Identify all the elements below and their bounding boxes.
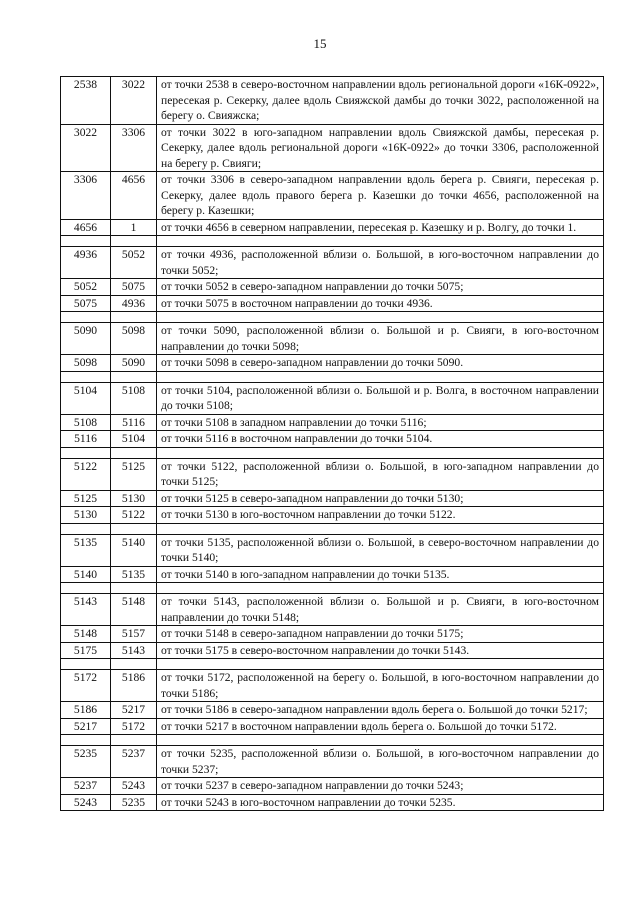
description-cell: от точки 5125 в северо-западном направлении до точки 5130; — [157, 490, 604, 507]
description-cell: от точки 5175 в северо-восточном направлении до точки 5143. — [157, 642, 604, 659]
separator-cell — [157, 523, 604, 534]
to-point-cell: 5143 — [111, 642, 157, 659]
separator-row — [61, 583, 604, 594]
from-point-cell: 3306 — [61, 172, 111, 220]
table-row — [61, 794, 604, 811]
separator-cell — [111, 312, 157, 323]
description-cell: от точки 5143, расположенной вблизи о. Большой и р. Свияги, в юго-восточном направлении до точки 5148; — [157, 594, 604, 626]
description-cell: от точки 5090, расположенной вблизи о. Большой и р. Свияги, в юго-восточном направлении до точки 5098; — [157, 323, 604, 355]
table-row — [61, 566, 604, 583]
to-point-cell: 5235 — [111, 794, 157, 811]
to-point-cell: 3306 — [111, 124, 157, 172]
separator-cell — [111, 236, 157, 247]
description-cell: от точки 3306 в северо-западном направлении вдоль берега р. Свияги, пересекая р. Секерку, далее вдоль правого берега р. Казешки до точки 4656, расположенной на берегу р. Казешки; — [157, 172, 604, 220]
to-point-cell: 5075 — [111, 279, 157, 296]
table-row — [61, 382, 604, 414]
from-point-cell: 5130 — [61, 507, 111, 524]
separator-cell — [157, 371, 604, 382]
table-row — [61, 507, 604, 524]
description-cell: от точки 5098 в северо-западном направлении до точки 5090. — [157, 355, 604, 372]
table-row — [61, 323, 604, 355]
table-row — [61, 718, 604, 735]
separator-row — [61, 523, 604, 534]
table-row — [61, 355, 604, 372]
separator-cell — [61, 659, 111, 670]
table-row — [61, 414, 604, 431]
to-point-cell: 5140 — [111, 534, 157, 566]
separator-cell — [157, 447, 604, 458]
table-row — [61, 626, 604, 643]
description-cell: от точки 4936, расположенной вблизи о. Большой, в юго-восточном направлении до точки 5052; — [157, 247, 604, 279]
table-row — [61, 594, 604, 626]
table-row — [61, 124, 604, 172]
description-cell: от точки 5217 в восточном направлении вдоль берега о. Большой до точки 5172. — [157, 718, 604, 735]
from-point-cell: 5186 — [61, 702, 111, 719]
to-point-cell: 5125 — [111, 458, 157, 490]
description-cell: от точки 5186 в северо-западном направлении вдоль берега о. Большой до точки 5217; — [157, 702, 604, 719]
description-cell: от точки 2538 в северо-восточном направлении вдоль региональной дороги «16К-0922», пересекая р. Секерку, далее вдоль Свияжской дамбы до точки 3022, расположенной на берегу о. Свияжска; — [157, 77, 604, 125]
from-point-cell: 5148 — [61, 626, 111, 643]
separator-row — [61, 371, 604, 382]
description-cell: от точки 3022 в юго-западном направлении вдоль Свияжской дамбы, пересекая р. Секерку, далее вдоль региональной дороги «16К-0922» до точки 3306, расположенной на берегу р. Свияги; — [157, 124, 604, 172]
description-cell: от точки 5075 в восточном направлении до точки 4936. — [157, 295, 604, 312]
to-point-cell: 5135 — [111, 566, 157, 583]
separator-row — [61, 447, 604, 458]
to-point-cell: 3022 — [111, 77, 157, 125]
table-row — [61, 295, 604, 312]
from-point-cell: 5098 — [61, 355, 111, 372]
separator-row — [61, 735, 604, 746]
to-point-cell: 5090 — [111, 355, 157, 372]
to-point-cell: 4656 — [111, 172, 157, 220]
to-point-cell: 5104 — [111, 431, 157, 448]
from-point-cell: 5237 — [61, 778, 111, 795]
table-row — [61, 670, 604, 702]
table-row — [61, 642, 604, 659]
separator-cell — [157, 659, 604, 670]
table-row — [61, 490, 604, 507]
description-cell: от точки 5052 в северо-западном направлении до точки 5075; — [157, 279, 604, 296]
separator-cell — [61, 735, 111, 746]
from-point-cell: 5122 — [61, 458, 111, 490]
description-cell: от точки 5140 в юго-западном направлении до точки 5135. — [157, 566, 604, 583]
table-row — [61, 746, 604, 778]
separator-cell — [111, 523, 157, 534]
description-cell: от точки 5108 в западном направлении до точки 5116; — [157, 414, 604, 431]
table-row — [61, 77, 604, 125]
to-point-cell: 5243 — [111, 778, 157, 795]
to-point-cell: 5217 — [111, 702, 157, 719]
description-cell: от точки 5122, расположенной вблизи о. Большой, в юго-западном направлении до точки 5125; — [157, 458, 604, 490]
from-point-cell: 5090 — [61, 323, 111, 355]
description-cell: от точки 5243 в юго-восточном направлении до точки 5235. — [157, 794, 604, 811]
from-point-cell: 5052 — [61, 279, 111, 296]
table-row — [61, 458, 604, 490]
separator-cell — [157, 236, 604, 247]
separator-cell — [111, 659, 157, 670]
table-row — [61, 247, 604, 279]
to-point-cell: 5157 — [111, 626, 157, 643]
separator-row — [61, 312, 604, 323]
description-cell: от точки 5235, расположенной вблизи о. Большой, в юго-восточном направлении до точки 5237; — [157, 746, 604, 778]
from-point-cell: 3022 — [61, 124, 111, 172]
separator-cell — [61, 312, 111, 323]
to-point-cell: 5237 — [111, 746, 157, 778]
table-row — [61, 778, 604, 795]
description-cell: от точки 5148 в северо-западном направлении до точки 5175; — [157, 626, 604, 643]
separator-row — [61, 659, 604, 670]
to-point-cell: 5116 — [111, 414, 157, 431]
description-cell: от точки 5130 в юго-восточном направлении до точки 5122. — [157, 507, 604, 524]
separator-cell — [157, 583, 604, 594]
description-cell: от точки 5135, расположенной вблизи о. Большой, в северо-восточном направлении до точки 5140; — [157, 534, 604, 566]
from-point-cell: 5135 — [61, 534, 111, 566]
table-row — [61, 431, 604, 448]
separator-cell — [61, 583, 111, 594]
description-cell: от точки 5104, расположенной вблизи о. Большой и р. Волга, в восточном направлении до точки 5108; — [157, 382, 604, 414]
from-point-cell: 4936 — [61, 247, 111, 279]
from-point-cell: 5116 — [61, 431, 111, 448]
boundary-points-table — [60, 76, 604, 811]
from-point-cell: 5075 — [61, 295, 111, 312]
from-point-cell: 5143 — [61, 594, 111, 626]
to-point-cell: 5186 — [111, 670, 157, 702]
separator-cell — [61, 236, 111, 247]
from-point-cell: 5175 — [61, 642, 111, 659]
from-point-cell: 5140 — [61, 566, 111, 583]
description-cell: от точки 5172, расположенной на берегу о. Большой, в юго-восточном направлении до точки 5186; — [157, 670, 604, 702]
table-row — [61, 172, 604, 220]
to-point-cell: 5148 — [111, 594, 157, 626]
separator-cell — [111, 583, 157, 594]
table-row — [61, 279, 604, 296]
separator-cell — [61, 371, 111, 382]
from-point-cell: 5217 — [61, 718, 111, 735]
to-point-cell: 5172 — [111, 718, 157, 735]
separator-cell — [157, 735, 604, 746]
separator-cell — [111, 735, 157, 746]
to-point-cell: 5108 — [111, 382, 157, 414]
description-cell: от точки 4656 в северном направлении, пересекая р. Казешку и р. Волгу, до точки 1. — [157, 219, 604, 236]
description-cell: от точки 5116 в восточном направлении до точки 5104. — [157, 431, 604, 448]
table-row — [61, 219, 604, 236]
from-point-cell: 2538 — [61, 77, 111, 125]
from-point-cell: 5104 — [61, 382, 111, 414]
separator-cell — [61, 447, 111, 458]
to-point-cell: 5052 — [111, 247, 157, 279]
from-point-cell: 5235 — [61, 746, 111, 778]
separator-cell — [61, 523, 111, 534]
separator-cell — [111, 447, 157, 458]
separator-cell — [111, 371, 157, 382]
to-point-cell: 5098 — [111, 323, 157, 355]
to-point-cell: 5130 — [111, 490, 157, 507]
table-body — [61, 77, 604, 811]
from-point-cell: 4656 — [61, 219, 111, 236]
from-point-cell: 5172 — [61, 670, 111, 702]
description-cell: от точки 5237 в северо-западном направлении до точки 5243; — [157, 778, 604, 795]
separator-row — [61, 236, 604, 247]
table-row — [61, 702, 604, 719]
separator-cell — [157, 312, 604, 323]
table-row — [61, 534, 604, 566]
to-point-cell: 1 — [111, 219, 157, 236]
page-number: 15 — [313, 36, 327, 51]
from-point-cell: 5243 — [61, 794, 111, 811]
to-point-cell: 5122 — [111, 507, 157, 524]
to-point-cell: 4936 — [111, 295, 157, 312]
from-point-cell: 5125 — [61, 490, 111, 507]
from-point-cell: 5108 — [61, 414, 111, 431]
